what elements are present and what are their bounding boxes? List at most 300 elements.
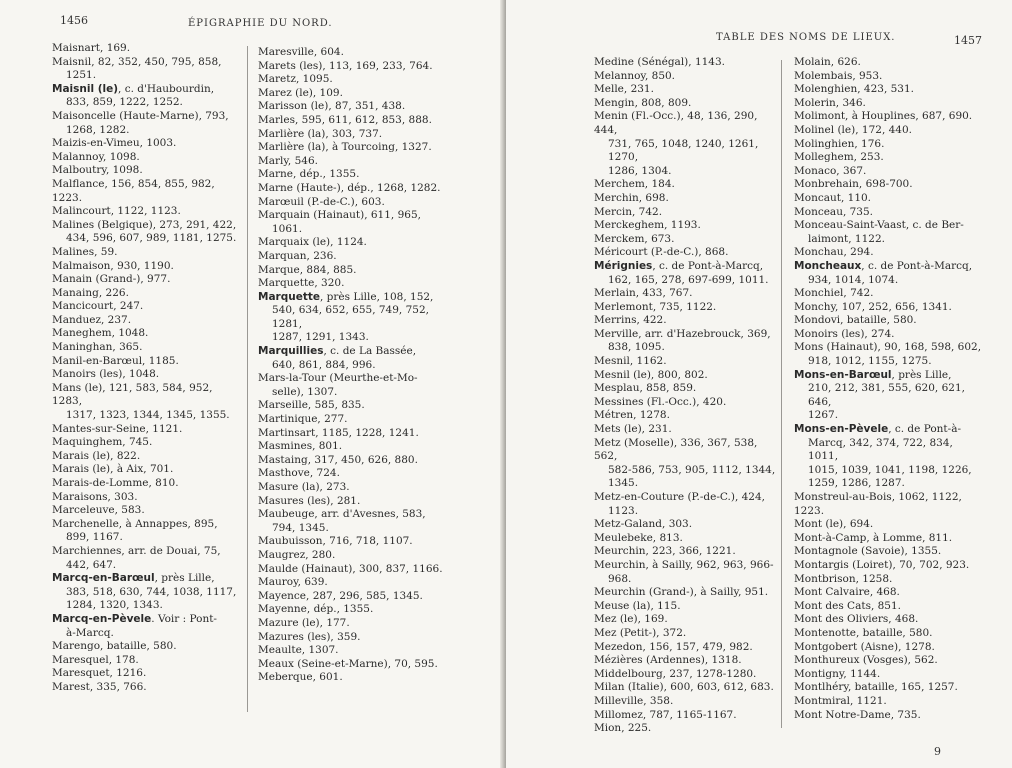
index-entry <box>594 709 784 723</box>
index-entry <box>52 137 242 151</box>
entry-continuation: 210, 212, 381, 555, 620, 621, 646, <box>808 382 965 408</box>
entry-text: Mezedon, 156, 157, 479, 982. <box>594 640 753 653</box>
entry-text: Marisson (le), 87, 351, 438. <box>258 100 406 113</box>
entry-text: Montenotte, bataille, 580. <box>794 626 933 639</box>
entry-text: Merckem, 673. <box>594 232 675 245</box>
index-entry <box>52 572 242 599</box>
entry-text: Marais (le), 822. <box>52 449 141 462</box>
entry-text: Mastaing, 317, 450, 626, 880. <box>258 453 418 466</box>
left-page-header: ÉPIGRAPHIE DU NORD. <box>188 18 333 29</box>
left-page-number: 1456 <box>60 14 88 27</box>
entry-text: Molleghem, 253. <box>794 151 884 164</box>
index-entry <box>52 314 242 328</box>
index-entry <box>258 603 458 617</box>
entry-text: Malines (Belgique), 273, 291, 422, <box>52 218 237 231</box>
index-entry <box>794 151 984 165</box>
entry-text: Maisoncelle (Haute-Marne), 793, <box>52 109 229 122</box>
entry-text: Monaco, 367. <box>794 164 867 177</box>
index-entry <box>258 454 458 468</box>
entry-continuation: 794, 1345. <box>272 521 329 534</box>
entry-continuation: 838, 1095. <box>608 341 665 354</box>
entry-text: Malboutry, 1098. <box>52 164 143 177</box>
entry-text: Meberque, 601. <box>258 671 343 684</box>
index-entry <box>594 110 784 164</box>
index-entry <box>594 586 784 600</box>
entry-text: Marais-de-Lomme, 810. <box>52 477 179 489</box>
entry-text: Metz (Moselle), 336, 367, 538, 562, <box>594 436 758 463</box>
right-column-1 <box>594 56 784 736</box>
index-entry <box>52 477 242 491</box>
index-entry <box>52 368 242 382</box>
entry-text: Meurchin, 223, 366, 1221. <box>594 545 736 558</box>
index-entry <box>52 450 242 464</box>
index-entry <box>52 287 242 301</box>
entry-text: Marchenelle, à Annappes, 895, <box>52 517 218 530</box>
entry-text: Mez (le), 169. <box>594 613 668 626</box>
entry-continuation: 731, 765, 1048, 1240, 1261, 1270, <box>608 137 759 164</box>
left-column-2 <box>258 46 458 685</box>
index-entry <box>794 97 984 111</box>
entry-continuation: 1267. <box>808 409 839 422</box>
index-entry <box>594 695 784 709</box>
entry-text: Monbrehain, 698-700. <box>794 178 913 191</box>
entry-text: Martinsart, 1185, 1228, 1241. <box>258 426 419 439</box>
index-entry <box>258 671 458 685</box>
index-entry <box>52 300 242 314</box>
index-entry <box>794 219 984 246</box>
entry-text: Malannoy, 1098. <box>52 150 140 163</box>
entry-text: Marets (les), 113, 169, 233, 764. <box>258 59 433 72</box>
index-entry <box>794 600 984 614</box>
entry-text: Mez (Petit-), 372. <box>594 626 687 639</box>
index-entry <box>52 423 242 437</box>
entry-text: Melannoy, 850. <box>594 69 676 82</box>
entry-text: Masthove, 724. <box>258 467 340 480</box>
entry-text: Meurchin (Grand-), à Sailly, 951. <box>594 586 769 599</box>
index-entry <box>258 100 458 114</box>
index-entry <box>52 654 242 668</box>
index-entry <box>258 250 458 264</box>
right-page <box>506 0 1012 768</box>
entry-continuation: 434, 596, 607, 989, 1181, 1275. <box>66 232 237 245</box>
entry-continuation: 540, 634, 652, 655, 749, 752, 1281, <box>272 304 429 330</box>
entry-place-name: Marcq-en-Barœul <box>52 572 155 585</box>
index-entry <box>52 151 242 165</box>
index-entry <box>594 423 784 437</box>
index-entry <box>594 314 784 328</box>
index-entry <box>794 124 984 138</box>
entry-text: Medine (Sénégal), 1143. <box>594 56 726 68</box>
entry-text: Montagnole (Savoie), 1355. <box>794 545 942 558</box>
index-entry <box>258 535 458 549</box>
entry-text: Mion, 225. <box>594 722 652 735</box>
entry-text: Mets (le), 231. <box>594 423 672 436</box>
entry-text: Malines, 59. <box>52 245 118 258</box>
entry-text: Mazure (le), 177. <box>258 616 350 629</box>
index-entry <box>258 168 458 182</box>
entry-text: Mesnil, 1162. <box>594 355 667 368</box>
index-entry <box>258 155 458 169</box>
entry-continuation: 1317, 1323, 1344, 1345, 1355. <box>66 409 230 422</box>
entry-continuation: 442, 647. <box>66 558 117 571</box>
entry-text: Mont Calvaire, 468. <box>794 586 900 599</box>
index-entry <box>594 97 784 111</box>
entry-text: Mesnil (le), 800, 802. <box>594 368 708 381</box>
entry-text: Metz-Galand, 303. <box>594 518 693 531</box>
entry-text: Mars-la-Tour (Meurthe-et-Mo- <box>258 372 418 385</box>
index-entry <box>52 436 242 450</box>
entry-text: Marengo, bataille, 580. <box>52 640 177 653</box>
entry-text: , c. de La Bassée, <box>323 345 417 358</box>
column-divider <box>781 60 782 728</box>
entry-text: Merchem, 184. <box>594 178 675 191</box>
index-entry <box>794 314 984 328</box>
index-entry <box>594 246 784 260</box>
index-entry <box>794 287 984 301</box>
index-entry <box>794 641 984 655</box>
entry-text: Marne (Haute-), dép., 1268, 1282. <box>258 181 441 194</box>
index-entry <box>258 413 458 427</box>
index-entry <box>594 627 784 641</box>
entry-text: Mauroy, 639. <box>258 576 328 589</box>
index-entry <box>52 491 242 505</box>
index-entry <box>794 668 984 682</box>
index-entry <box>258 644 458 658</box>
index-entry <box>52 382 242 423</box>
index-entry <box>258 495 458 509</box>
entry-text: Masmines, 801. <box>258 440 343 453</box>
index-entry <box>52 518 242 545</box>
entry-place-name: Marcq-en-Pèvele <box>52 612 152 625</box>
entry-continuation: 968. <box>608 572 632 585</box>
entry-text: Meurchin, à Sailly, 962, 963, 966- <box>594 558 774 571</box>
entry-text: Mayenne, dép., 1355. <box>258 603 374 616</box>
entry-text: Messines (Fl.-Occ.), 420. <box>594 395 727 408</box>
index-entry <box>258 182 458 196</box>
entry-text: , c. d'Haubourdin, <box>118 82 215 95</box>
index-entry <box>52 83 242 110</box>
index-entry <box>594 613 784 627</box>
entry-text: Manil-en-Barœul, 1185. <box>52 354 179 367</box>
index-entry <box>594 600 784 614</box>
entry-continuation: à-Marcq. <box>66 626 114 639</box>
index-entry <box>258 658 458 672</box>
index-entry <box>794 627 984 641</box>
index-entry <box>52 260 242 274</box>
entry-text: Montargis (Loiret), 70, 702, 923. <box>794 558 970 571</box>
entry-place-name: Moncheaux <box>794 259 862 272</box>
index-entry <box>258 73 458 87</box>
index-entry <box>794 301 984 315</box>
entry-text: Maizis-en-Vimeu, 1003. <box>52 137 177 150</box>
entry-text: Malmaison, 930, 1190. <box>52 259 174 272</box>
entry-text: Maquinghem, 745. <box>52 436 153 449</box>
entry-text: Monthureux (Vosges), 562. <box>794 654 938 667</box>
index-entry <box>594 165 784 179</box>
entry-text: Maninghan, 365. <box>52 341 143 354</box>
index-entry <box>794 56 984 70</box>
entry-text: Molinel (le), 172, 440. <box>794 123 912 136</box>
index-entry <box>594 518 784 532</box>
right-column-2 <box>794 56 984 722</box>
right-page-number: 1457 <box>954 34 982 47</box>
entry-text: Mont des Oliviers, 468. <box>794 613 919 626</box>
index-entry <box>594 192 784 206</box>
index-entry <box>52 504 242 518</box>
entry-text: Mantes-sur-Seine, 1121. <box>52 422 183 435</box>
entry-text: , près Lille, <box>154 572 215 585</box>
entry-continuation: 934, 1014, 1074. <box>808 273 899 286</box>
index-entry <box>794 260 984 287</box>
entry-text: Maubuisson, 716, 718, 1107. <box>258 535 413 548</box>
entry-continuation: 640, 861, 884, 996. <box>272 358 376 371</box>
index-entry <box>594 641 784 655</box>
index-entry <box>594 206 784 220</box>
entry-text: Molinghien, 176. <box>794 137 885 150</box>
entry-text: Middelbourg, 237, 1278-1280. <box>594 667 757 680</box>
entry-text: Monchau, 294. <box>794 246 874 259</box>
entry-text: Maneghem, 1048. <box>52 327 149 340</box>
entry-text: Merckeghem, 1193. <box>594 219 701 232</box>
index-entry <box>258 46 458 60</box>
index-entry <box>594 396 784 410</box>
index-entry <box>794 695 984 709</box>
index-entry <box>594 681 784 695</box>
entry-text: , c. de Pont-à- <box>888 423 962 436</box>
entry-text: Monchy, 107, 252, 656, 1341. <box>794 300 952 313</box>
index-entry <box>594 559 784 586</box>
index-entry <box>52 56 242 83</box>
index-entry <box>258 128 458 142</box>
entry-text: Menin (Fl.-Occ.), 48, 136, 290, 444, <box>594 110 758 136</box>
entry-text: Maulde (Hainaut), 300, 837, 1166. <box>258 562 443 575</box>
index-entry <box>794 518 984 532</box>
index-entry <box>258 440 458 454</box>
entry-text: Meaux (Seine-et-Marne), 70, 595. <box>258 657 438 670</box>
index-entry <box>258 372 458 399</box>
entry-text: Monoirs (les), 274. <box>794 327 895 340</box>
index-entry <box>258 196 458 210</box>
index-entry <box>794 491 984 518</box>
entry-text: Mancicourt, 247. <box>52 300 144 313</box>
entry-text: , près Lille, <box>891 368 952 381</box>
entry-text: Montigny, 1144. <box>794 667 881 680</box>
index-entry <box>594 178 784 192</box>
entry-text: Maresquet, 1216. <box>52 667 147 680</box>
index-entry <box>594 260 784 287</box>
entry-text: Melle, 231. <box>594 83 654 96</box>
entry-text: Marœuil (P.-de-C.), 603. <box>258 195 385 208</box>
index-entry <box>258 549 458 563</box>
entry-text: Maisnil, 82, 352, 450, 795, 858, <box>52 55 222 68</box>
index-entry <box>594 70 784 84</box>
entry-text: Mans (le), 121, 583, 584, 952, 1283, <box>52 381 213 408</box>
index-entry <box>594 545 784 559</box>
entry-text: Maresquel, 178. <box>52 653 139 666</box>
entry-place-name: Mons-en-Barœul <box>794 368 892 381</box>
entry-text: Masure (la), 273. <box>258 481 350 493</box>
entry-continuation: Marcq, 342, 374, 722, 834, 1011, <box>808 436 953 463</box>
entry-text: Molembais, 953. <box>794 69 883 82</box>
entry-text: Mont Notre-Dame, 735. <box>794 708 921 721</box>
index-entry <box>594 56 784 70</box>
entry-text: Mercin, 742. <box>594 205 663 218</box>
entry-place-name: Marquillies <box>258 345 324 358</box>
entry-text: Milan (Italie), 600, 603, 612, 683. <box>594 681 774 694</box>
index-entry <box>594 233 784 247</box>
index-entry <box>258 563 458 577</box>
index-entry <box>52 463 242 477</box>
index-entry <box>52 42 242 56</box>
entry-continuation: 1015, 1039, 1041, 1198, 1226, <box>808 463 972 476</box>
entry-text: Montlhéry, bataille, 165, 1257. <box>794 681 958 694</box>
index-entry <box>794 206 984 220</box>
index-entry <box>794 328 984 342</box>
entry-text: Marlière (la), 303, 737. <box>258 127 383 140</box>
index-entry <box>594 654 784 668</box>
index-entry <box>794 573 984 587</box>
entry-text: Montgobert (Aisne), 1278. <box>794 640 935 653</box>
index-entry <box>794 138 984 152</box>
entry-continuation: 1287, 1291, 1343. <box>272 331 369 344</box>
entry-text: Maisnart, 169. <box>52 42 131 54</box>
index-entry <box>52 355 242 369</box>
index-entry <box>258 631 458 645</box>
entry-text: Métren, 1278. <box>594 409 670 422</box>
index-entry <box>258 399 458 413</box>
entry-text: Monchiel, 742. <box>794 287 874 300</box>
entry-text: Maretz, 1095. <box>258 73 333 86</box>
index-entry <box>794 192 984 206</box>
index-entry <box>258 617 458 631</box>
index-entry <box>794 246 984 260</box>
index-entry <box>594 287 784 301</box>
index-entry <box>52 667 242 681</box>
entry-text: Marne, dép., 1355. <box>258 168 360 181</box>
entry-place-name: Mérignies <box>594 259 653 272</box>
index-entry <box>52 246 242 260</box>
entry-text: Millomez, 787, 1165-1167. <box>594 708 737 721</box>
index-entry <box>594 437 784 491</box>
index-entry <box>258 236 458 250</box>
index-entry <box>52 341 242 355</box>
entry-text: Mont des Cats, 851. <box>794 599 902 612</box>
right-page-header: TABLE DES NOMS DE LIEUX. <box>716 32 896 43</box>
index-entry <box>52 640 242 654</box>
index-entry <box>794 586 984 600</box>
index-entry <box>258 291 458 332</box>
entry-text: . Voir : Pont- <box>151 612 217 625</box>
index-entry <box>794 178 984 192</box>
entry-text: Manduez, 237. <box>52 313 132 326</box>
index-entry <box>258 87 458 101</box>
index-entry <box>52 681 242 695</box>
index-entry <box>594 491 784 518</box>
index-entry <box>794 559 984 573</box>
index-entry <box>258 576 458 590</box>
entry-text: Monceau-Saint-Vaast, c. de Ber- <box>794 219 964 232</box>
index-entry <box>258 427 458 441</box>
index-entry <box>258 264 458 278</box>
index-entry <box>594 328 784 355</box>
entry-place-name: Maisnil (le) <box>52 82 119 95</box>
entry-text: Marquette, 320. <box>258 277 345 290</box>
entry-text: Milleville, 358. <box>594 694 674 707</box>
index-entry <box>258 331 458 345</box>
entry-text: , c. de Pont-à-Marcq, <box>652 259 764 272</box>
entry-continuation: 1123. <box>608 504 639 517</box>
index-entry <box>594 668 784 682</box>
index-entry <box>258 60 458 74</box>
index-entry <box>794 165 984 179</box>
entry-continuation: 1259, 1286, 1287. <box>808 477 905 490</box>
entry-text: Maubeuge, arr. d'Avesnes, 583, <box>258 508 426 521</box>
entry-text: Meaulte, 1307. <box>258 644 339 657</box>
entry-text: Martinique, 277. <box>258 413 348 426</box>
entry-text: Meulebeke, 813. <box>594 531 683 544</box>
entry-text: Manaing, 226. <box>52 286 129 299</box>
entry-text: Merlemont, 735, 1122. <box>594 300 717 313</box>
index-entry <box>794 545 984 559</box>
entry-continuation: 918, 1012, 1155, 1275. <box>808 355 932 368</box>
entry-text: Marquain (Hainaut), 611, 965, <box>258 209 421 222</box>
entry-text: Masures (les), 281. <box>258 494 361 507</box>
index-entry <box>794 423 984 464</box>
index-entry <box>794 369 984 410</box>
index-entry <box>258 590 458 604</box>
index-entry <box>258 508 458 535</box>
entry-text: Merchin, 698. <box>594 191 669 204</box>
index-entry <box>594 301 784 315</box>
index-entry <box>52 327 242 341</box>
entry-text: Manain (Grand-), 977. <box>52 273 171 286</box>
entry-text: Marez (le), 109. <box>258 86 343 99</box>
index-entry <box>794 532 984 546</box>
column-divider <box>247 46 248 712</box>
index-entry <box>258 481 458 495</box>
entry-text: Meuse (la), 115. <box>594 599 681 612</box>
entry-text: Molain, 626. <box>794 56 861 68</box>
index-entry <box>594 532 784 546</box>
entry-continuation: 833, 859, 1222, 1252. <box>66 96 183 109</box>
index-entry <box>794 613 984 627</box>
index-entry <box>52 219 242 246</box>
index-entry <box>794 709 984 723</box>
entry-text: Mondovi, bataille, 580. <box>794 314 917 327</box>
entry-text: Marlière (la), à Tourcoing, 1327. <box>258 141 432 154</box>
entry-continuation: 1284, 1320, 1343. <box>66 599 163 612</box>
entry-text: Metz-en-Couture (P.-de-C.), 424, <box>594 491 766 503</box>
index-entry <box>52 110 242 137</box>
index-entry <box>794 110 984 124</box>
index-entry <box>594 382 784 396</box>
index-entry <box>794 83 984 97</box>
entry-text: Marly, 546. <box>258 154 318 167</box>
entry-text: Montmiral, 1121. <box>794 694 887 707</box>
entry-text: Mont (le), 694. <box>794 518 874 531</box>
entry-text: Mengin, 808, 809. <box>594 96 692 109</box>
index-entry <box>794 681 984 695</box>
index-entry <box>258 141 458 155</box>
entry-text: Marseille, 585, 835. <box>258 399 365 412</box>
entry-continuation: laimont, 1122. <box>808 232 885 245</box>
entry-text: Marceleuve, 583. <box>52 504 145 517</box>
index-entry <box>794 409 984 423</box>
index-entry <box>594 355 784 369</box>
index-entry <box>52 205 242 219</box>
index-entry <box>794 70 984 84</box>
entry-text: Marque, 884, 885. <box>258 263 357 276</box>
